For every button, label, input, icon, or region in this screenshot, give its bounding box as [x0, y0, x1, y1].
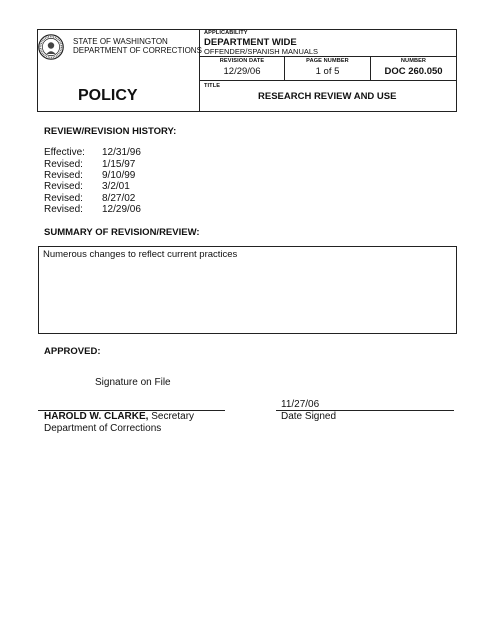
document-number-value: DOC 260.050	[384, 66, 443, 77]
summary-text: Numerous changes to reflect current practices	[43, 249, 238, 260]
history-label: Revised:	[44, 170, 83, 181]
document-number-label: NUMBER	[400, 58, 427, 64]
summary-heading: SUMMARY OF REVISION/REVIEW:	[44, 227, 200, 238]
washington-state-seal-icon	[38, 34, 64, 60]
agency-line-state: STATE OF WASHINGTON	[73, 37, 168, 46]
history-heading: REVIEW/REVISION HISTORY:	[44, 126, 177, 137]
signature-text: Signature on File	[95, 377, 171, 388]
policy-title: RESEARCH REVIEW AND USE	[258, 91, 397, 102]
title-label: TITLE	[204, 83, 221, 89]
page-number-label: PAGE NUMBER	[306, 58, 349, 64]
signatory	[44, 411, 194, 422]
history-label: Revised:	[44, 193, 83, 204]
history-date: 12/29/06	[102, 204, 141, 215]
history-date: 8/27/02	[102, 193, 136, 204]
applicability-subtitle: OFFENDER/SPANISH MANUALS	[204, 47, 319, 56]
revision-date-value: 12/29/06	[223, 66, 261, 77]
applicability-value: DEPARTMENT WIDE	[204, 37, 297, 48]
history-date: 3/2/01	[102, 181, 130, 192]
applicability-label: APPLICABILITY	[204, 30, 248, 36]
history-label: Revised:	[44, 204, 83, 215]
signatory-name: HAROLD W. CLARKE,	[44, 411, 149, 422]
signatory-role: Secretary	[148, 411, 195, 422]
history-date: 12/31/96	[102, 147, 141, 158]
summary-box	[38, 246, 457, 334]
revision-date-label: REVISION DATE	[219, 58, 265, 64]
date-signed-label: Date Signed	[281, 411, 337, 422]
approved-heading: APPROVED:	[44, 346, 101, 357]
date-signed-value: 11/27/06	[281, 399, 320, 410]
history-date: 9/10/99	[102, 170, 136, 181]
agency-line-department: DEPARTMENT OF CORRECTIONS	[73, 46, 202, 55]
history-label: Revised:	[44, 159, 83, 170]
history-label: Effective:	[44, 147, 85, 158]
document-type-title: POLICY	[78, 87, 138, 104]
page-number-value: 1 of 5	[315, 66, 340, 77]
history-date: 1/15/97	[102, 159, 136, 170]
signatory-department: Department of Corrections	[44, 423, 162, 434]
history-label: Revised:	[44, 181, 83, 192]
